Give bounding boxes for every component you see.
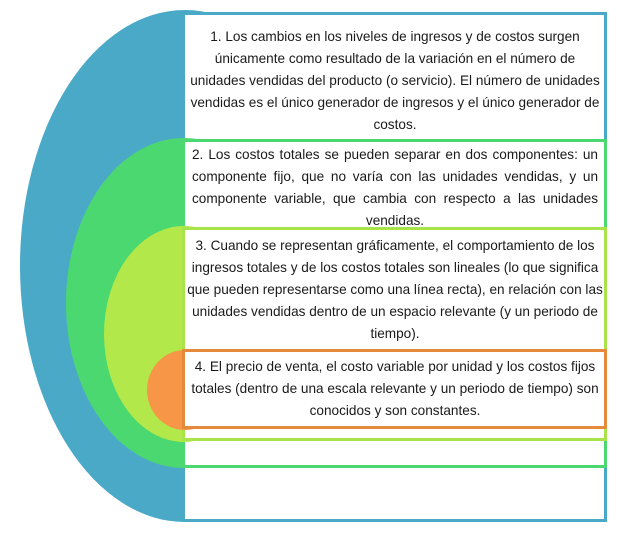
item-1-text: 1. Los cambios en los niveles de ingresos y de costos surgen únicamente como resultado de la variación en el número de unidades vendidas del producto (o servicio). El número de unidades vendidas es el único generador de ingresos y el único generador de costos. xyxy=(190,29,600,132)
item-3-text: 3. Cuando se representan gráficamente, el comportamiento de los ingresos totales y de los costos totales son lineales (lo que significa que pueden representarse como una línea recta), en relación con las unidades vendidas dentro de un espacio relevante (y un periodo de tiempo). xyxy=(187,238,603,341)
item-2-text: 2. Los costos totales se pueden separar en dos componentes: un componente fijo, que no varía con las unidades vendidas, y un componente variable, que cambia con respecto a las unidades vendidas. xyxy=(192,147,598,228)
item-4-text: 4. El precio de venta, el costo variable por unidad y los costos fijos totales (dentro de una escala relevante y un periodo de tiempo) son conocidos y son constantes. xyxy=(191,359,599,418)
